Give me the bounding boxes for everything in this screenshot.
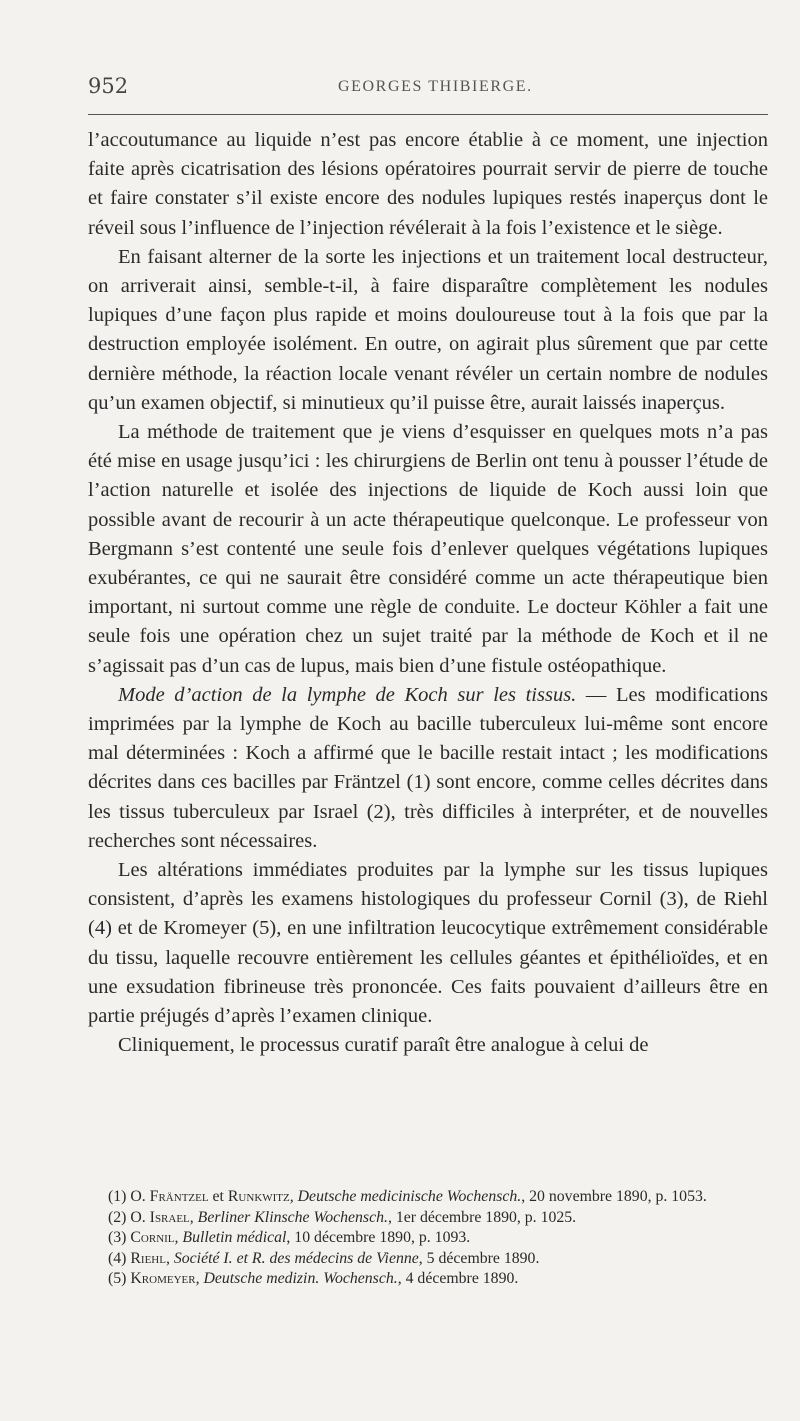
footnote-number: (4) [108,1249,131,1267]
footnote-author: Runkwitz [227,1188,290,1205]
footnote [88,1269,768,1290]
body-text [88,126,768,1061]
footnote-details: , 10 décembre 1890, p. 1093. [286,1229,471,1246]
section-paragraph [88,681,768,856]
footnote [88,1249,768,1270]
header-rule [88,114,768,115]
footnote-connector: et [208,1188,228,1205]
footnote-number: (2) [108,1208,131,1226]
footnote-details: , 5 décembre 1890. [418,1249,540,1267]
page-number: 952 [88,74,129,98]
footnote-journal: , Société I. et R. des médecins de Vienne [165,1249,419,1267]
footnote-journal: , Deutsche medizin. Wochensch. [195,1270,398,1287]
footnote-journal: , Deutsche medicinische Wochensch. [289,1188,522,1205]
footnote-number: (3) [108,1229,131,1246]
running-head: GEORGES THIBIERGE. [338,78,533,95]
footnote-author: O. Israel [130,1208,190,1226]
section-text: — Les modifications imprimées par la lymphe de Koch au bacille tuberculeux lui-même sont encore mal déterminées : Koch a affirmé que le bacille restait intact ; les modifications décrites dans ces bacilles par Fräntzel (1) sont encore, comme celles décrites dans les tissus tuberculeux par Israel (2), très difficiles à interpréter, et de nouvelles recherches sont nécessaires. [88,683,768,852]
footnote-author: Kromeyer [130,1270,196,1287]
footnote-number: (1) [108,1188,131,1205]
footnote-author: Cornil [130,1229,175,1246]
footnote [88,1228,768,1249]
paragraph: Cliniquement, le processus curatif paraît être analogue à celui de [118,1034,649,1057]
paragraph: En faisant alterner de la sorte les injections et un traitement local destructeur, on arriverait ainsi, semble-t-il, à faire disparaître complètement les nodules lupiques d’une façon plus rapide et moins douloureuse tout à la fois que par la destruction employée isolément. En outre, on agirait plus sûrement que par cette dernière méthode, la réaction locale venant révéler un certain nombre de nodules qu’un examen objectif, si minutieux qu’il puisse être, aurait laissés inaperçus. [88,245,768,414]
footnotes [88,1187,768,1290]
footnote [88,1208,768,1229]
footnote-author: O. Fräntzel [130,1188,209,1205]
footnote [88,1187,768,1208]
footnote-author: Riehl [130,1249,166,1267]
footnote-details: , 1er décembre 1890, p. 1025. [387,1208,577,1226]
footnote-number: (5) [108,1270,131,1287]
paragraph: Les altérations immédiates produites par la lymphe sur les tissus lupiques consistent, d’après les examens histologiques du professeur Cornil (3), de Riehl (4) et de Kromeyer (5), en une infiltration leucocytique extrêmement considérable du tissu, laquelle recouvre entièrement les cellules géantes et épithélioïdes, et en une exsudation fibrineuse très prononcée. Ces faits pouvaient d’ailleurs être en partie préjugés d’après l’examen clinique. [88,859,768,1028]
footnote-journal: , Berliner Klinsche Wochensch. [189,1208,388,1226]
paragraph: l’accoutumance au liquide n’est pas encore établie à ce moment, une injection faite après cicatrisation des lésions opératoires pourrait servir de pierre de touche et faire constater s’il existe encore des nodules lupiques restés inaperçus dont le réveil sous l’influence de l’injection révélerait à la fois l’existence et le siège. [88,129,768,239]
paragraph: La méthode de traitement que je viens d’esquisser en quelques mots n’a pas été mise en usage jusqu’ici : les chirurgiens de Berlin ont tenu à pousser l’étude de l’action naturelle et isolée des injections de liquide de Koch aussi loin que possible avant de recourir à un acte thérapeutique quelconque. Le professeur von Bergmann s’est contenté une seule fois d’enlever quelques végétations lupiques exubérantes, ce qui ne saurait être considéré comme un acte thérapeutique bien important, ni surtout comme une règle de conduite. Le docteur Köhler a fait une seule fois une opération chez un sujet traité par la méthode de Koch et il ne s’agissait pas d’un cas de lupus, mais bien d’une fistule ostéopathique. [88,421,768,677]
footnote-details: , 20 novembre 1890, p. 1053. [521,1188,707,1205]
section-title: Mode d’action de la lymphe de Koch sur les tissus. [118,683,577,706]
page-header [88,74,768,104]
footnote-details: , 4 décembre 1890. [397,1270,519,1287]
footnote-journal: , Bulletin médical [174,1229,287,1246]
